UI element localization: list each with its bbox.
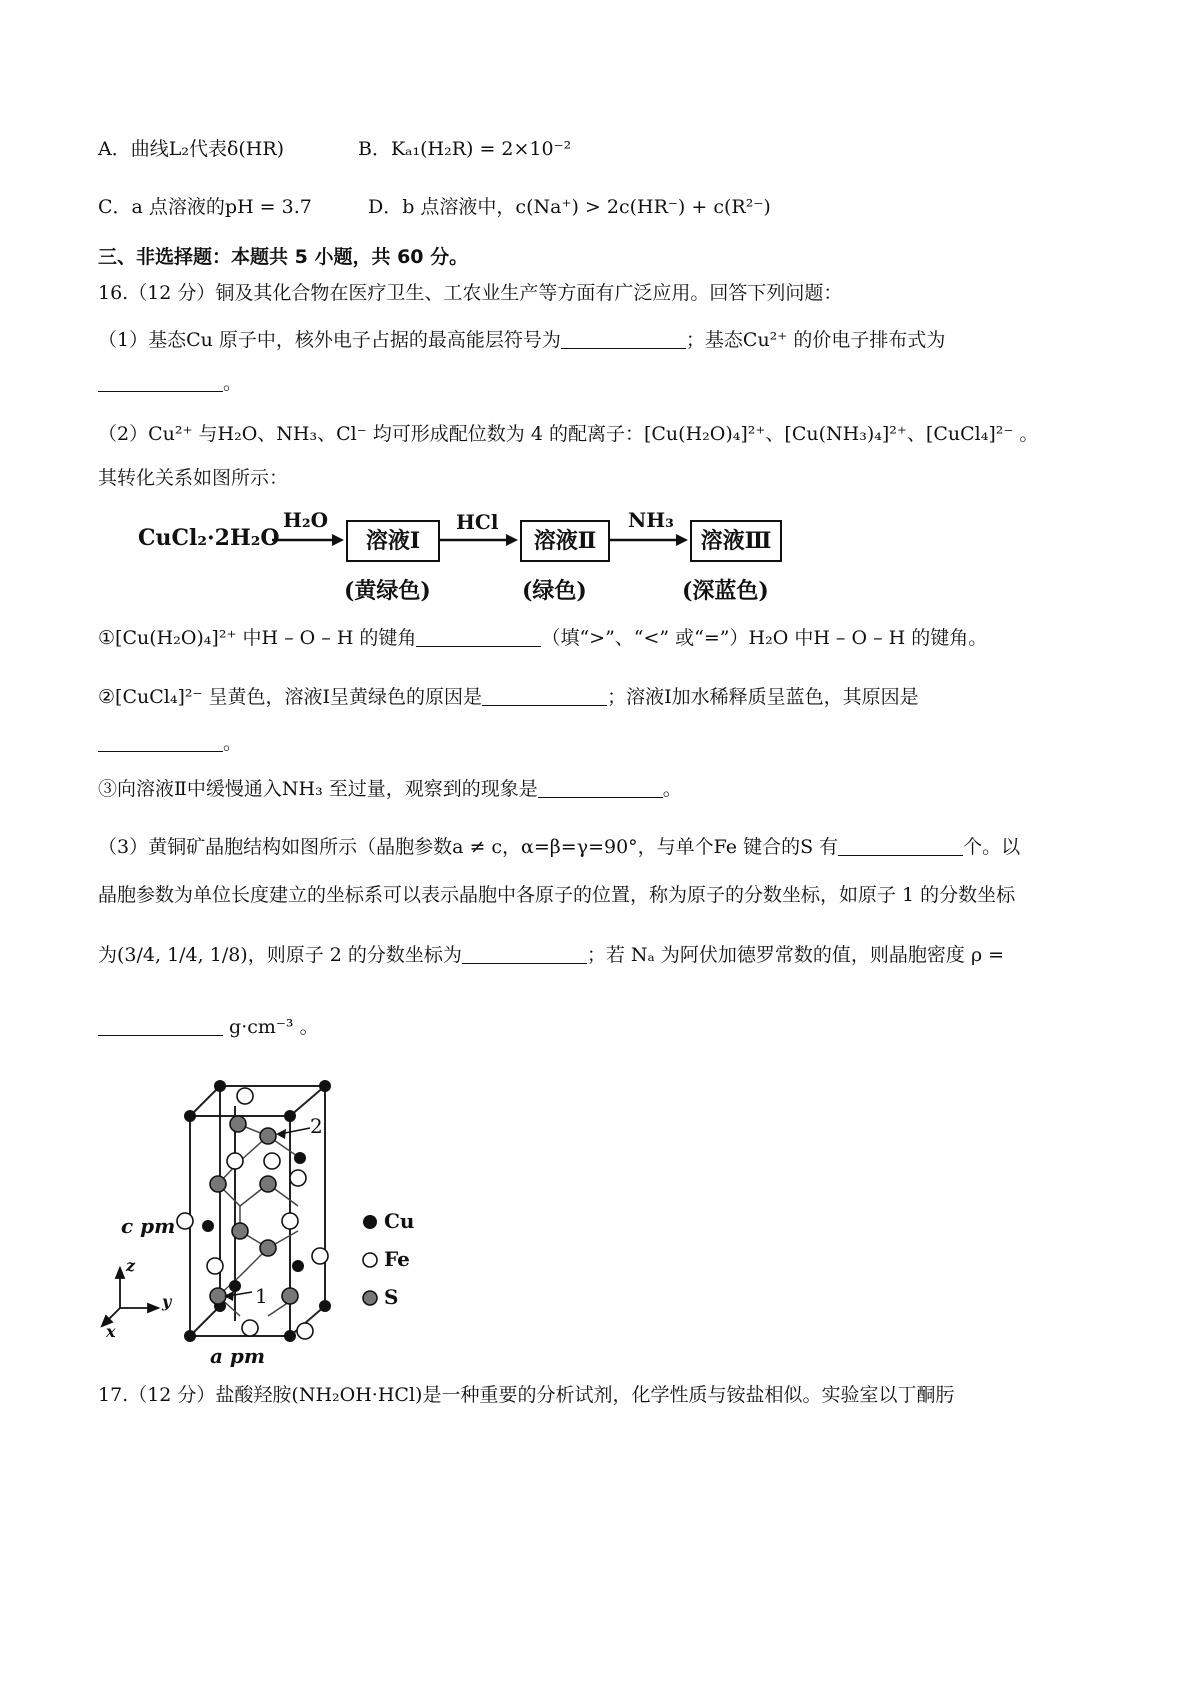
answer-blank-8[interactable] xyxy=(462,944,587,964)
answer-blank-5[interactable] xyxy=(98,732,223,752)
answer-blank-9[interactable] xyxy=(98,1016,223,1036)
flow-arrow-2-label: HCl xyxy=(456,510,499,534)
q16-sub2-text-c: 。 xyxy=(223,732,243,754)
legend-fe-marker xyxy=(363,1253,377,1267)
q16-part3-text-a: （3）黄铜矿晶胞结构如图所示（晶胞参数a ≠ c，α=β=γ=90°，与单个Fe 键合的S 有 xyxy=(98,836,839,858)
axis-z-label: z xyxy=(126,1256,136,1275)
q16-part3 xyxy=(98,836,1020,859)
legend-s-label: S xyxy=(384,1285,399,1309)
fe-atoms xyxy=(177,1088,328,1339)
flow-arrow-3-label: NH₃ xyxy=(628,508,674,532)
s-atoms xyxy=(210,1116,298,1304)
q16-stem: 16.（12 分）铜及其化合物在医疗卫生、工农业生产等方面有广泛应用。回答下列问题： xyxy=(98,282,843,304)
answer-blank-4[interactable] xyxy=(482,686,607,706)
c-pm-label: c pm xyxy=(121,1214,176,1238)
axis-y-label: y xyxy=(162,1292,172,1311)
option-b: B．Kₐ₁(H₂R) = 2×10⁻² xyxy=(358,138,572,160)
flow-box-solution-1: 溶液Ⅰ xyxy=(346,520,440,562)
axes-icon xyxy=(102,1268,158,1326)
flow-start-compound: CuCl₂·2H₂O xyxy=(138,525,280,551)
flow-caption-2: (绿色) xyxy=(522,578,587,604)
q16-sub2-text-a: ②[CuCl₄]²⁻ 呈黄色，溶液Ⅰ呈黄绿色的原因是 xyxy=(98,686,483,708)
flow-caption-1: (黄绿色) xyxy=(344,578,431,604)
q16-part2-b: 其转化关系如图所示： xyxy=(98,467,289,489)
answer-blank-7[interactable] xyxy=(838,836,963,856)
answer-blank-3[interactable] xyxy=(416,627,541,647)
flow-box-solution-3: 溶液Ⅲ xyxy=(690,520,782,562)
q16-part3-text-d: 为(3/4, 1/4, 1/8)，则原子 2 的分数坐标为 xyxy=(98,944,462,966)
q16-part3-text-b: 个。以 xyxy=(963,836,1021,858)
flow-arrow-1-head xyxy=(332,534,344,546)
legend-s-marker xyxy=(363,1291,377,1305)
q16-part1-text-c: 。 xyxy=(223,372,243,394)
q16-sub2-cont xyxy=(98,732,242,755)
legend-fe-label: Fe xyxy=(384,1247,410,1271)
q17-stem: 17.（12 分）盐酸羟胺(NH₂OH·HCl)是一种重要的分析试剂，化学性质与铵盐相似。实验室以丁酮肟 xyxy=(98,1384,955,1406)
q16-part2: （2）Cu²⁺ 与H₂O、NH₃、Cl⁻ 均可形成配位数为 4 的配离子：[Cu(H₂O)₄]²⁺、[Cu(NH₃)₄]²⁺、[CuCl₄]²⁻ 。 xyxy=(98,423,1039,445)
option-a: A．曲线L₂代表δ(HR) xyxy=(98,138,285,160)
q16-sub2 xyxy=(98,686,919,709)
q16-part3-c xyxy=(98,944,1004,967)
q16-part3-b: 晶胞参数为单位长度建立的坐标系可以表示晶胞中各原子的位置，称为原子的分数坐标，如原子 1 的分数坐标 xyxy=(98,884,1016,906)
q16-sub1 xyxy=(98,627,987,650)
answer-blank-6[interactable] xyxy=(538,778,663,798)
flow-arrow-3-head xyxy=(676,534,688,546)
a-pm-label: a pm xyxy=(210,1344,266,1368)
q16-sub1-text-a: ①[Cu(H₂O)₄]²⁺ 中H – O – H 的键角 xyxy=(98,627,417,649)
flow-caption-3: (深蓝色) xyxy=(682,578,769,604)
q16-part3-d xyxy=(98,1016,319,1039)
q16-part1-text-b: ；基态Cu²⁺ 的价电子排布式为 xyxy=(685,329,946,351)
atom-1-label: 1 xyxy=(255,1284,268,1308)
legend-cu-marker xyxy=(363,1215,377,1229)
option-c: C．a 点溶液的pH = 3.7 xyxy=(98,196,312,218)
axis-x-label: x xyxy=(106,1322,116,1341)
legend-cu-label: Cu xyxy=(384,1209,415,1233)
flow-box-solution-2: 溶液Ⅱ xyxy=(520,520,610,562)
flow-arrow-1-label: H₂O xyxy=(283,508,329,532)
q16-sub1-text-b: （填“>”、“<” 或“=”）H₂O 中H – O – H 的键角。 xyxy=(541,627,988,649)
q16-sub2-text-b: ；溶液Ⅰ加水稀释质呈蓝色，其原因是 xyxy=(607,686,919,708)
q16-sub3-text-b: 。 xyxy=(662,778,682,800)
q16-sub3 xyxy=(98,778,682,801)
q16-part1-text-a: （1）基态Cu 原子中，核外电子占据的最高能层符号为 xyxy=(98,329,561,351)
option-d: D．b 点溶液中，c(Na⁺) > 2c(HR⁻) + c(R²⁻) xyxy=(368,196,771,218)
flow-arrow-2-head xyxy=(506,534,518,546)
section-title: 三、非选择题：本题共 5 小题，共 60 分。 xyxy=(98,246,469,268)
q16-part3-text-e: ；若 Nₐ 为阿伏加德罗常数的值，则晶胞密度 ρ = xyxy=(586,944,1005,966)
atom-2-label: 2 xyxy=(310,1114,323,1138)
legend-markers xyxy=(358,1210,382,1310)
q16-sub3-text-a: ③向溶液Ⅱ中缓慢通入NH₃ 至过量，观察到的现象是 xyxy=(98,778,538,800)
q16-part3-text-f: g·cm⁻³ 。 xyxy=(229,1016,319,1038)
